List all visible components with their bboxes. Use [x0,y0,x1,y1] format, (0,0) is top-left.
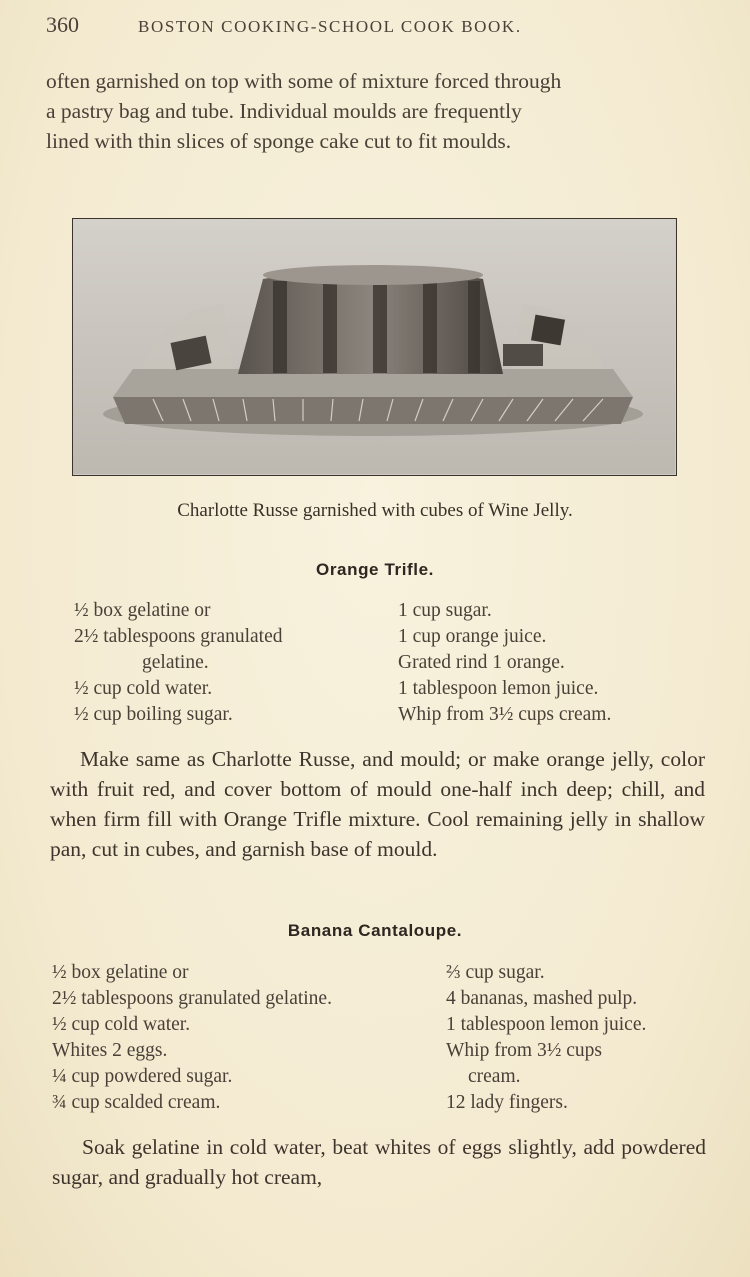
ingredient-item: Whites 2 eggs. [52,1040,168,1061]
ingredient-item: 2½ tablespoons granulated gelatine. [52,988,332,1009]
ingredient-item: ½ cup cold water. [74,678,213,699]
ingredient-item: 2½ tablespoons granulated [74,626,283,647]
ingredient-item: ½ box gelatine or [52,962,189,983]
method-orange-trifle: Make same as Charlotte Russe, and mould; or make orange jelly, color with fruit red, and cover bottom of mould one-half inch deep; chill, and when firm fill with Orange Trifle mixture. Cool remaining jelly in shallow pan, cut in cubes, and garnish base of mould. [50,747,705,861]
method-banana-cantaloupe: Soak gelatine in cold water, beat whites of eggs slightly, add powdered sugar, and gradually hot cream, [52,1135,706,1189]
ingredient-item: Grated rind 1 orange. [398,652,565,673]
ingredient-item: 1 tablespoon lemon juice. [446,1014,647,1035]
charlotte-russe-illustration [72,218,677,476]
wine-jelly-cube [531,315,565,346]
ingredients-right-banana-cantaloupe [446,960,646,1116]
running-title: BOSTON COOKING-SCHOOL COOK BOOK. [138,17,522,36]
ingredient-item: Whip from 3½ cups cream. [398,704,612,725]
ingredient-item: cream. [468,1066,521,1087]
ingredients-left-orange-trifle [74,598,283,728]
page-header [46,12,706,42]
figure-caption: Charlotte Russe garnished with cubes of Wine Jelly. [177,500,573,521]
ingredient-item: gelatine. [142,652,209,673]
ingredient-item: 12 lady fingers. [446,1092,568,1113]
ingredient-item: 1 tablespoon lemon juice. [398,678,599,699]
ingredient-item: Whip from 3½ cups [446,1040,602,1061]
ingredients-right-orange-trifle [398,598,611,728]
ingredient-item: 4 bananas, mashed pulp. [446,988,638,1009]
ingredients-left-banana-cantaloupe [52,960,332,1116]
ingredient-item: ½ box gelatine or [74,600,211,621]
recipe-title-banana-cantaloupe: Banana Cantaloupe. [287,921,463,940]
dessert-photo [73,219,675,474]
wine-jelly-cube [503,344,543,366]
ingredient-item: ½ cup boiling sugar. [74,704,233,725]
ingredient-item: 1 cup sugar. [398,600,492,621]
ingredient-item: ⅔ cup sugar. [446,962,545,983]
ingredient-item: ½ cup cold water. [52,1014,191,1035]
page-number: 360 [46,12,79,37]
recipe-title-orange-trifle: Orange Trifle. [316,560,434,579]
ingredient-item: ¾ cup scalded cream. [52,1092,221,1113]
ingredient-item: ¼ cup powdered sugar. [52,1066,233,1087]
intro-paragraph: often garnished on top with some of mixture forced through a pastry bag and tube. Individual moulds are frequently lined with thin slices of sponge cake cut to fit moulds. [46,69,562,153]
ingredient-item: 1 cup orange juice. [398,626,547,647]
